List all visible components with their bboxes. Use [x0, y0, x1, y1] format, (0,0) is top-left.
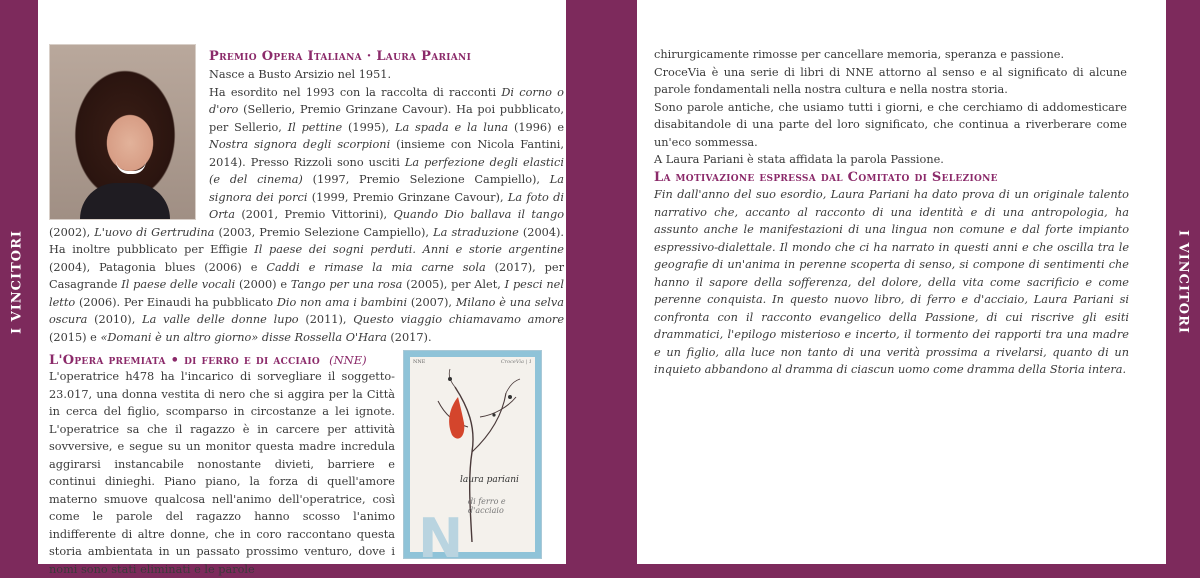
- bio-title: Caddi e rimase la mia carne sola: [266, 260, 486, 274]
- spine-label: I VINCITORI: [1175, 230, 1191, 334]
- bio-text: (1995),: [342, 120, 395, 134]
- bio-title: Quando Dio ballava il tango: [393, 208, 564, 221]
- bio-text: (2004). Ha inoltre pubblicato per Effigie: [49, 225, 565, 256]
- opera-publisher: (NNE): [329, 353, 367, 367]
- author-heading: Premio Opera Italiana · Laura Pariani: [209, 49, 472, 64]
- intro-paragraph: Sono parole antiche, che usiamo tutti i giorni, e che cerchiamo di addomesticare disabitandole di una parte del loro significato, che continua a riverberare come un'eco sommessa.: [654, 100, 1127, 149]
- book-series-label: CroceVia | 1: [500, 359, 532, 365]
- bio-title: La perfezione degli elastici (e del cinema): [209, 155, 564, 186]
- bio-text: (1996) e: [508, 120, 565, 134]
- bio-text: (2001, Premio Vittorini),: [234, 208, 394, 221]
- book-cover: [403, 350, 542, 570]
- bio-text: Nasce a Busto Arsizio nel 1951.: [209, 68, 392, 81]
- bio-text: (2010),: [87, 313, 143, 326]
- bio-text: (2005), per Alet,: [402, 278, 505, 291]
- book-author: laura pariani: [460, 475, 519, 485]
- bio-title: Questo viaggio chiamavamo amore: [353, 313, 565, 326]
- bio-text: (2011),: [298, 313, 354, 326]
- center-spine-right: [600, 0, 634, 564]
- intro-paragraph: CroceVia è una serie di libri di NNE attorno al senso e al significato di alcune parole fondamentali nella nostra cultura e nella nostra storia.: [654, 65, 1127, 96]
- book-title: di ferro e d'acciaio: [468, 497, 506, 515]
- author-bio: [49, 66, 564, 346]
- book-n-mark: N: [418, 507, 464, 570]
- bio-title: Il paese dei sogni perduti. Anni e storie argentine: [254, 243, 564, 256]
- book-series: NNE: [413, 359, 426, 365]
- opera-synopsis: L'operatrice h478 ha l'incarico di sorvegliare il soggetto-23.017, una donna vestita di nero che si aggira per la Città in cerca del figlio, scomparso in circostanze a lei ignote. L'operatrice sa che il ragazzo è in carcere per attività sovversive, e segue su un monitor questa madre incredula aggirarsi instancabile nonostante divieti, barriere e continui dinieghi. Piano piano, la forza di quell'amore materno smuove qualcosa nell'animo dell'operatrice, così come le parole del ragazzo hanno scosso l'animo indifferente di altre donne, che in coro raccontano questa storia ambientata in un passato prossimo venturo, dove i nomi sono stati eliminati e le parole: [49, 370, 395, 576]
- bio-title: La foto di Orta: [209, 190, 564, 221]
- bio-title: Il pettine: [287, 120, 343, 134]
- bio-title: Di corno o d'oro: [209, 85, 564, 116]
- right-page: [637, 0, 1166, 564]
- opera-heading: L'Opera premiata • di ferro e di acciaio: [49, 353, 320, 368]
- spine-label: I VINCITORI: [9, 230, 25, 334]
- bio-title: La straduzione: [433, 225, 519, 239]
- right-spine: [1166, 0, 1200, 564]
- bio-text: (2015) e: [49, 330, 101, 344]
- left-page: [38, 0, 566, 576]
- bio-title: Il paese delle vocali: [121, 278, 236, 291]
- intro-paragraph: chirurgicamente rimosse per cancellare memoria, speranza e passione.: [654, 48, 1065, 61]
- bio-title: Nostra signora degli scorpioni: [209, 138, 391, 151]
- bio-title: I pesci nel letto: [49, 278, 564, 309]
- bio-text: (2002),: [49, 225, 95, 239]
- left-spine: [0, 0, 34, 564]
- bio-text: (Sellerio, Premio Grinzane Cavour). Ha poi pubblicato, per Sellerio,: [209, 103, 564, 134]
- bio-title: Tango per una rosa: [290, 278, 403, 291]
- bio-text: (2003, Premio Selezione Campiello),: [214, 225, 434, 239]
- bio-title: Dio non ama i bambini: [276, 295, 408, 309]
- intro-paragraph: A Laura Pariani è stata affidata la parola Passione.: [654, 153, 944, 166]
- bio-text: (1999, Premio Grinzane Cavour),: [307, 190, 508, 204]
- bio-title: La spada e la luna: [394, 120, 509, 134]
- opera-heading-row: [49, 349, 367, 368]
- bio-text: (2004), Patagonia blues (2006) e: [49, 260, 267, 274]
- bio-text: (1997, Premio Selezione Campiello),: [302, 173, 550, 186]
- motivation-text: Fin dall'anno del suo esordio, Laura Pariani ha dato prova di un originale talento narrativo che, accanto al racconto di una identità e di una antropologia, ha assunto anche le manifestazioni di una lingua non comune e dal forte impianto espressivo-dialettale. Il mondo che ci ha narrato in questi anni e che oscilla tra le geografie di un'anima in perenne scoperta di senso, si compone di sentimenti che hanno il sapore della sofferenza, del dolore, della vita come sacrificio e come perenne conquista. In questo nuovo libro, di ferro e d'acciaio, Laura Pariani si confronta con il racconto evangelico della Passione, di cui riscrive gli esiti drammatici, l'epilogo misterioso e incerto, il tormento dei rapporti tra una madre e un figlio, alla luce non tanto di una verità prossima a rivelarsi, quanto di un inquieto abbandono al dramma di ciascun uomo come dramma della Storia intera.: [654, 188, 1129, 376]
- bio-title: La valle delle donne lupo: [142, 313, 299, 326]
- bio-text: (2017), per Casagrande: [49, 260, 564, 291]
- bio-text: (2000) e: [235, 278, 291, 291]
- bio-title: «Domani è un altro giorno» disse Rossella O'Hara: [100, 330, 387, 344]
- bio-text: (2006). Per Einaudi ha pubblicato: [75, 295, 277, 309]
- intro-text: [654, 46, 1127, 169]
- bio-title: La signora dei porci: [209, 173, 564, 204]
- bio-text: (insieme con Nicola Fantini, 2014). Presso Rizzoli sono usciti: [209, 138, 564, 169]
- bio-text: (2017).: [386, 330, 432, 344]
- bio-text: (2007),: [407, 295, 456, 309]
- bio-title: L'uovo di Gertrudina: [94, 225, 215, 239]
- bio-title: Milano è una selva oscura: [49, 295, 564, 326]
- motivation-heading: La motivazione espressa dal Comitato di Selezione: [654, 170, 998, 185]
- center-spine-left: [566, 0, 600, 564]
- bio-text: Ha esordito nel 1993 con la raccolta di racconti: [209, 85, 502, 99]
